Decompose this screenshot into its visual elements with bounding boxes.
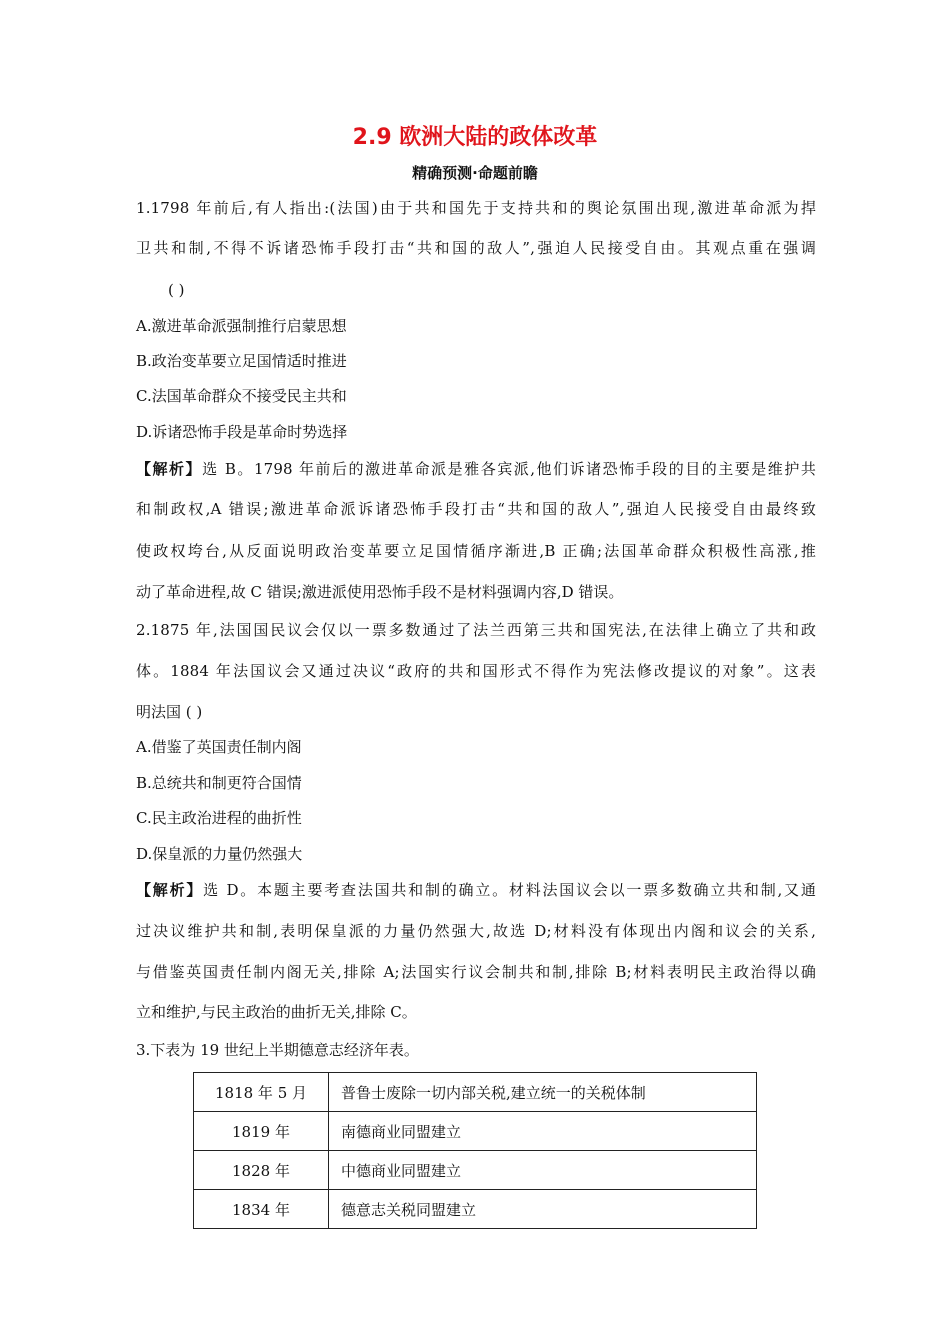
q1-analysis-tag: 【解析】 [136,460,203,478]
q1-analysis-line-1 [136,459,816,479]
table-row [194,1112,757,1151]
year-cell: 1834 年 [194,1190,329,1229]
q2-analysis-line-3: 与借鉴英国责任制内阁无关,排除 A;法国实行议会制共和制,排除 B;材料表明民主政治得以确 [136,963,816,981]
q2-analysis-line-1 [136,880,816,900]
q2-stem-line-2: 体。1884 年法国议会又通过决议“政府的共和国形式不得作为宪法修改提议的对象”。这表 [136,662,816,680]
q2-option-c: C.民主政治进程的曲折性 [136,809,302,827]
page-title: 2.9 欧洲大陆的政体改革 [352,125,598,150]
q2-stem-line-3: 明法国 ( ) [136,703,203,721]
economic-chronology-table [193,1072,757,1229]
event-cell: 南德商业同盟建立 [329,1112,757,1151]
event-cell: 普鲁士废除一切内部关税,建立统一的关税体制 [329,1073,757,1112]
q2-option-d: D.保皇派的力量仍然强大 [136,845,303,863]
q1-answer-blank: ( ) [168,281,185,299]
q2-stem-line-1: 2.1875 年,法国国民议会仅以一票多数通过了法兰西第三共和国宪法,在法律上确立了共和政 [136,621,816,639]
q2-analysis-line-4: 立和维护,与民主政治的曲折无关,排除 C。 [136,1003,417,1021]
q1-analysis-line-2: 和制政权,A 错误;激进革命派诉诸恐怖手段打击“共和国的敌人”,强迫人民接受自由最终致 [136,500,816,518]
q1-option-d: D.诉诸恐怖手段是革命时势选择 [136,423,348,441]
table-row [194,1151,757,1190]
q1-analysis-line-3: 使政权垮台,从反面说明政治变革要立足国情循序渐进,B 正确;法国革命群众积极性高涨,推 [136,542,816,560]
q1-option-b: B.政治变革要立足国情适时推进 [136,352,347,370]
q2-analysis-tag: 【解析】 [136,881,204,899]
q1-analysis-text-1: 选 B。1798 年前后的激进革命派是雅各宾派,他们诉诸恐怖手段的目的主要是维护共 [202,460,816,478]
year-cell: 1828 年 [194,1151,329,1190]
q2-option-b: B.总统共和制更符合国情 [136,774,302,792]
q2-option-a: A.借鉴了英国责任制内阁 [136,738,302,756]
q1-analysis-line-4: 动了革命进程,故 C 错误;激进派使用恐怖手段不是材料强调内容,D 错误。 [136,583,624,601]
event-cell: 德意志关税同盟建立 [329,1190,757,1229]
q2-analysis-line-2: 过决议维护共和制,表明保皇派的力量仍然强大,故选 D;材料没有体现出内阁和议会的关系, [136,922,816,940]
year-cell: 1818 年 5 月 [194,1073,329,1112]
q1-option-a: A.激进革命派强制推行启蒙思想 [136,317,347,335]
q2-analysis-text-1: 选 D。本题主要考查法国共和制的确立。材料法国议会以一票多数确立共和制,又通 [203,881,816,899]
q3-stem: 3.下表为 19 世纪上半期德意志经济年表。 [136,1041,419,1059]
event-cell: 中德商业同盟建立 [329,1151,757,1190]
table-row [194,1190,757,1229]
year-cell: 1819 年 [194,1112,329,1151]
table-row [194,1073,757,1112]
q1-stem-line-1: 1.1798 年前后,有人指出:(法国)由于共和国先于支持共和的舆论氛围出现,激进革命派为捍 [136,199,816,217]
q1-stem-line-2: 卫共和制,不得不诉诸恐怖手段打击“共和国的敌人”,强迫人民接受自由。其观点重在强调 [136,239,816,257]
q1-option-c: C.法国革命群众不接受民主共和 [136,387,347,405]
page-subtitle: 精确预测·命题前瞻 [412,164,538,182]
